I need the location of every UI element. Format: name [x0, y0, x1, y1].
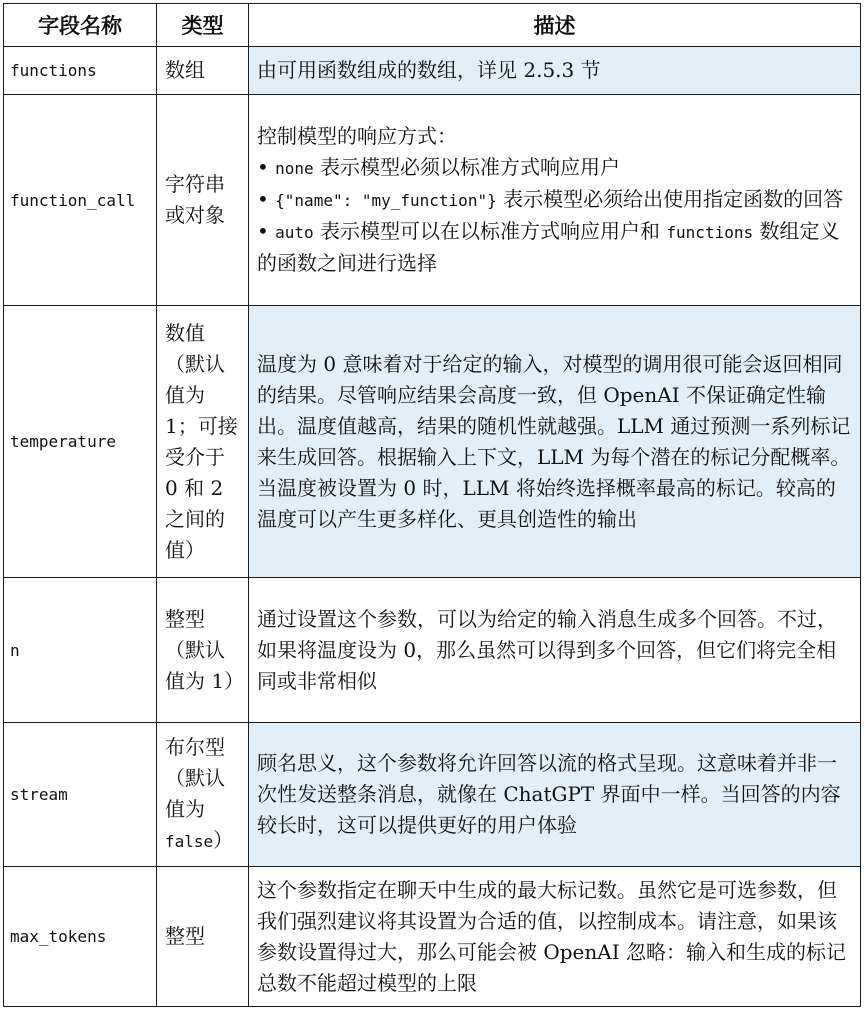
header-row [4, 4, 861, 47]
field-name: max_tokens [4, 867, 157, 1007]
desc-bullet: • auto 表示模型可以在以标准方式响应用户和 functions 数组定义的函数之间进行选择 [257, 219, 840, 275]
field-type [157, 723, 249, 867]
field-desc: 由可用函数组成的数组，详见 2.5.3 节 [249, 47, 861, 95]
type-text: 布尔型（默认值为 [165, 735, 225, 821]
field-name: function_call [4, 95, 157, 306]
field-name: functions [4, 47, 157, 95]
bullet-text: 数组定义的函数之间进行选择 [257, 219, 840, 275]
header-name: 字段名称 [4, 4, 157, 47]
code-inline: auto [275, 223, 314, 242]
table-row [4, 723, 861, 867]
field-desc: 顾名思义，这个参数将允许回答以流的格式呈现。这意味着并非一次性发送整条消息，就像在 ChatGPT 界面中一样。当回答的内容较长时，这可以提供更好的用户体验 [249, 723, 861, 867]
bullet-text: 表示模型必须以标准方式响应用户 [313, 155, 621, 179]
desc-bullet: • none 表示模型必须以标准方式响应用户 [257, 155, 621, 179]
field-name: temperature [4, 306, 157, 578]
field-type: 数组 [157, 47, 249, 95]
code-inline: false [165, 832, 214, 851]
table-row [4, 867, 861, 1007]
desc-intro: 控制模型的响应方式： [257, 124, 457, 148]
table-row [4, 306, 861, 578]
field-desc: 这个参数指定在聊天中生成的最大标记数。虽然它是可选参数，但我们强烈建议将其设置为合适的值，以控制成本。请注意，如果该参数设置得过大，那么可能会被 OpenAI 忽略：输入和生成的标记总数不能超过模型的上限 [249, 867, 861, 1007]
header-desc: 描述 [249, 4, 861, 47]
table-row [4, 47, 861, 95]
parameters-table [3, 3, 861, 1007]
field-desc [249, 95, 861, 306]
field-desc: 温度为 0 意味着对于给定的输入，对模型的调用很可能会返回相同的结果。尽管响应结果会高度一致，但 OpenAI 不保证确定性输出。温度值越高，结果的随机性就越强。LLM 通过预测一系列标记来生成回答。根据输入上下文，LLM 为每个潜在的标记分配概率。当温度被设置为 0 时，LLM 将始终选择概率最高的标记。较高的温度可以产生更多样化、更具创造性的输出 [249, 306, 861, 578]
desc-bullet: • {"name": "my_function"} 表示模型必须给出使用指定函数的回答 [257, 187, 844, 211]
field-name: stream [4, 723, 157, 867]
bullet-text: 表示模型可以在以标准方式响应用户和 [313, 219, 667, 243]
header-type: 类型 [157, 4, 249, 47]
field-desc: 通过设置这个参数，可以为给定的输入消息生成多个回答。不过，如果将温度设为 0，那么虽然可以得到多个回答，但它们将完全相同或非常相似 [249, 578, 861, 723]
bullet-text: 表示模型必须给出使用指定函数的回答 [496, 187, 844, 211]
table-row [4, 95, 861, 306]
table-row [4, 578, 861, 723]
field-type: 整型（默认值为 1） [157, 578, 249, 723]
field-type: 字符串或对象 [157, 95, 249, 306]
field-type: 数值（默认值为 1；可接受介于 0 和 2 之间的值） [157, 306, 249, 578]
code-inline: none [275, 159, 314, 178]
field-type: 整型 [157, 867, 249, 1007]
field-name: n [4, 578, 157, 723]
code-inline: {"name": "my_function"} [275, 191, 497, 210]
code-inline: functions [666, 223, 754, 242]
type-text: ） [213, 828, 234, 852]
